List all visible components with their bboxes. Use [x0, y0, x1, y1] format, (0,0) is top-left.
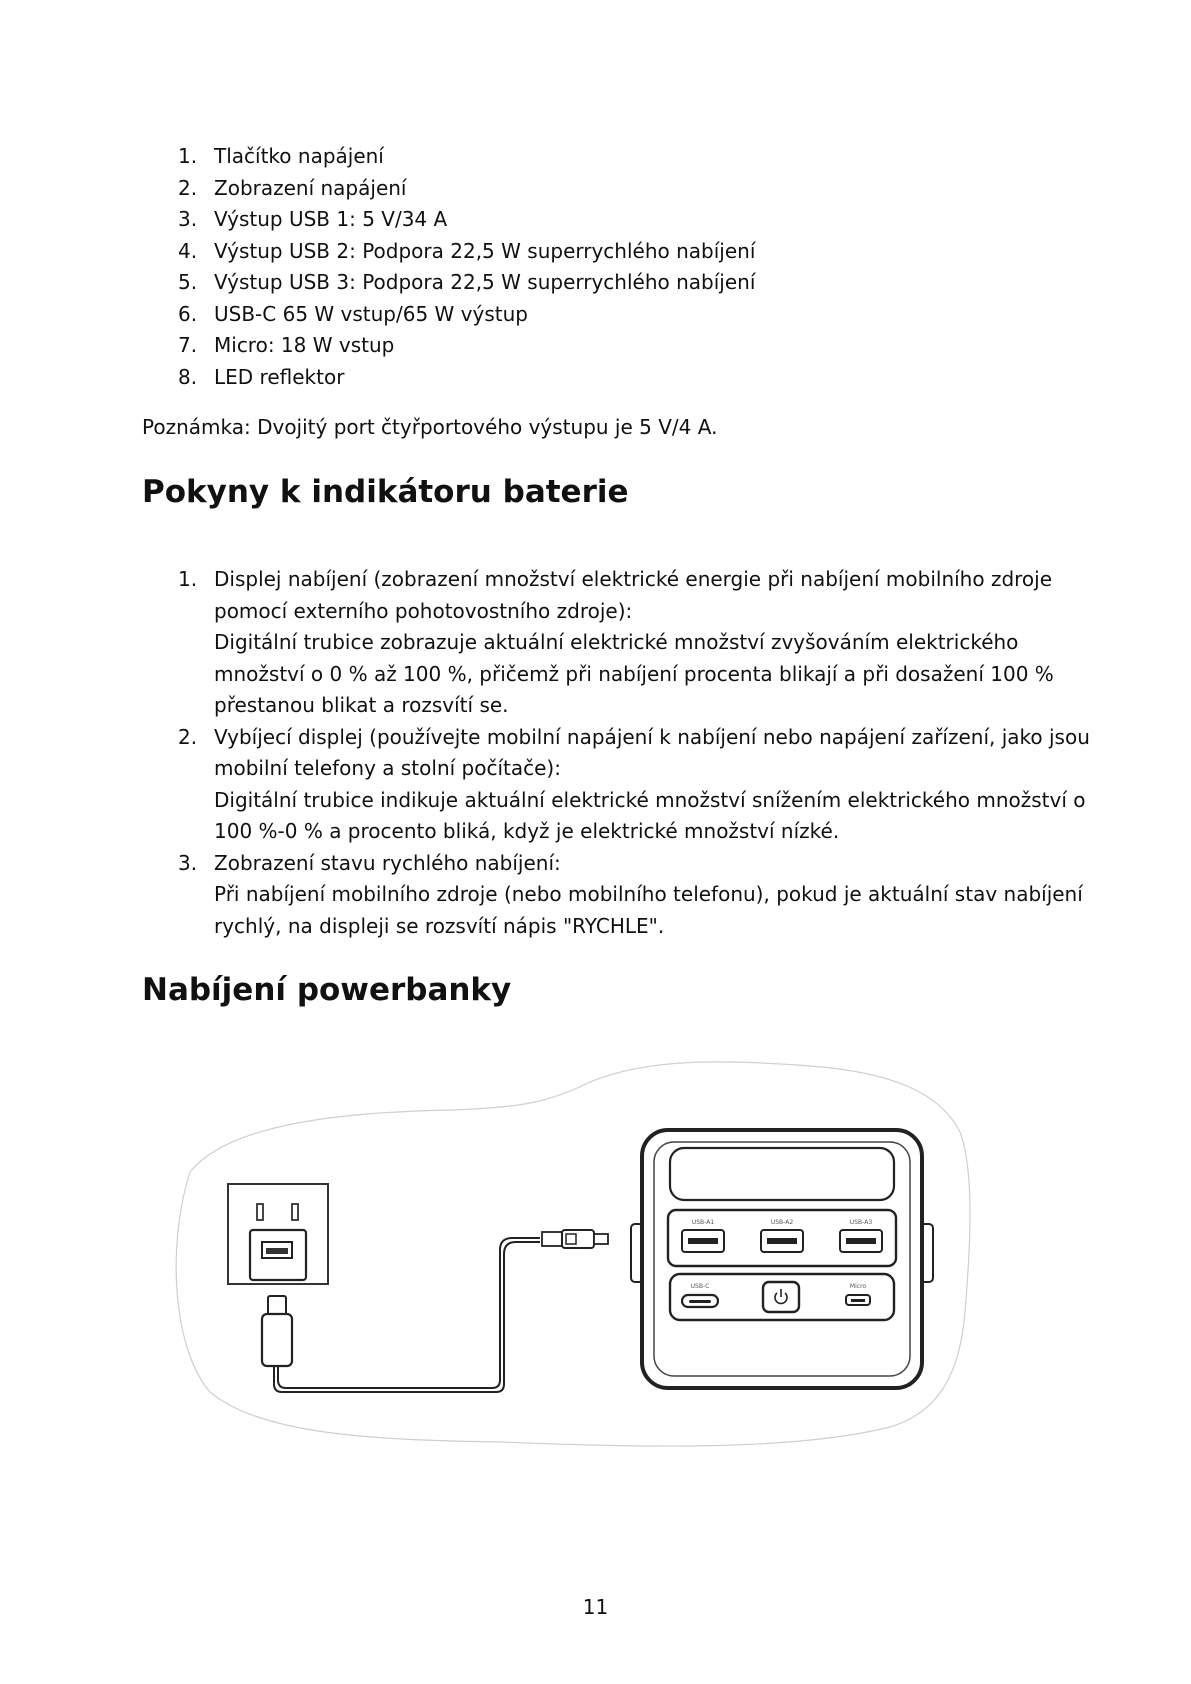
section-heading-charging: Nabíjení powerbanky: [142, 972, 512, 1008]
list-item: [178, 330, 755, 362]
item-text: Micro: 18 W vstup: [214, 333, 395, 357]
item-body: Digitální trubice indikuje aktuální elektrické množství snížením elektrického množství o 100 %-0 % a procento bliká, když je elektrické množství nízké.: [214, 787, 1086, 843]
usb-c-port: [682, 1295, 718, 1307]
list-item: [178, 362, 755, 394]
item-number: 7.: [178, 333, 198, 357]
section-heading-battery: Pokyny k indikátoru baterie: [142, 474, 629, 510]
item-body: Při nabíjení mobilního zdroje (nebo mobilního telefonu), pokud je aktuální stav nabíjení rychlý, na displeji se rozsvítí nápis "RYCHLE".: [214, 882, 1083, 938]
item-number: 1.: [178, 567, 198, 591]
list-item: [178, 267, 755, 299]
item-text: Výstup USB 3: Podpora 22,5 W superrychlého nabíjení: [214, 270, 756, 294]
micro-usb-port: [846, 1295, 870, 1305]
item-title: Zobrazení stavu rychlého nabíjení:: [214, 850, 561, 875]
item-number: 5.: [178, 270, 198, 294]
usb-a-port: [682, 1230, 724, 1252]
battery-indicator-list: [178, 564, 1094, 942]
note-text: Poznámka: Dvojitý port čtyřportového výstupu je 5 V/4 A.: [142, 415, 718, 439]
port-label: USB-C: [690, 1283, 710, 1290]
item-number: 8.: [178, 364, 198, 389]
item-text: USB-C 65 W vstup/65 W výstup: [214, 301, 528, 326]
port-label: USB-A1: [691, 1219, 715, 1226]
item-title: Displej nabíjení (zobrazení množství elektrické energie při nabíjení mobilního zdroje pomocí externího pohotovostního zdroje):: [214, 567, 1053, 623]
item-number: 1.: [178, 144, 198, 168]
item-number: 6.: [178, 301, 198, 326]
item-title: Vybíjecí displej (používejte mobilní napájení k nabíjení nebo napájení zařízení, jako jsou mobilní telefony a stolní počítače):: [214, 724, 1090, 780]
page-number: 11: [582, 1595, 609, 1619]
item-number: 3.: [178, 207, 198, 231]
charging-illustration: [170, 1052, 990, 1472]
port-label: Micro: [849, 1283, 867, 1290]
usb-a-port: [840, 1230, 882, 1252]
port-label: USB-A3: [849, 1219, 873, 1226]
item-number: 2.: [178, 175, 198, 200]
power-button-icon: [763, 1282, 799, 1312]
item-text: Výstup USB 1: 5 V/34 A: [214, 207, 448, 231]
list-item: [178, 173, 755, 205]
power-bank-icon: [631, 1130, 933, 1388]
list-item: [178, 848, 1094, 943]
list-item: [178, 564, 1094, 722]
list-item: [178, 236, 755, 268]
item-number: 3.: [178, 850, 198, 875]
list-item: [178, 204, 755, 236]
list-item: [178, 722, 1094, 848]
port-label: USB-A2: [770, 1219, 794, 1226]
item-text: Zobrazení napájení: [214, 175, 407, 200]
item-text: LED reflektor: [214, 364, 345, 389]
list-item: [178, 299, 755, 331]
item-text: Tlačítko napájení: [214, 144, 384, 168]
list-item: [178, 141, 755, 173]
item-body: Digitální trubice zobrazuje aktuální elektrické množství zvyšováním elektrického množství o 0 % až 100 %, přičemž při nabíjení procenta blikají a při dosažení 100 % přestanou blikat a rozsvítí se.: [214, 630, 1054, 717]
item-number: 2.: [178, 724, 198, 749]
item-number: 4.: [178, 238, 198, 263]
usb-a-port: [761, 1230, 803, 1252]
parts-list: [178, 141, 755, 393]
item-text: Výstup USB 2: Podpora 22,5 W superrychlého nabíjení: [214, 238, 756, 263]
